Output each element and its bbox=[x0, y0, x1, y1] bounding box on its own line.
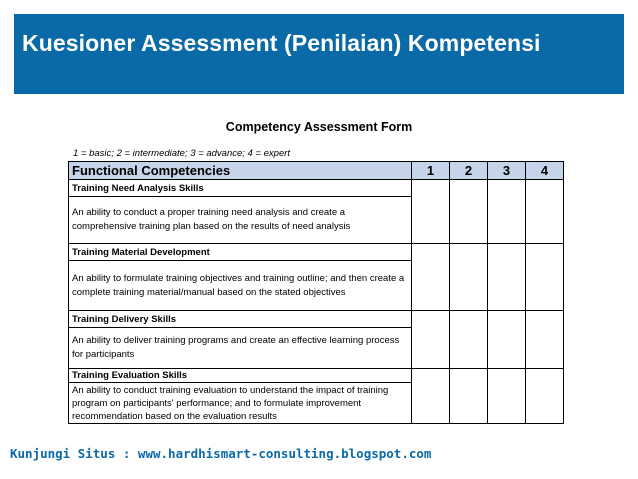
rating-scale-note: 1 = basic; 2 = intermediate; 3 = advance; 4 = expert bbox=[73, 148, 291, 159]
rating-cell-4[interactable] bbox=[526, 244, 564, 311]
rating-cell-3[interactable] bbox=[488, 369, 526, 424]
section-row bbox=[69, 311, 564, 328]
rating-cell-2[interactable] bbox=[450, 369, 488, 424]
rating-cell-4[interactable] bbox=[526, 311, 564, 369]
rating-cell-1[interactable] bbox=[412, 369, 450, 424]
column-header-2: 2 bbox=[450, 162, 488, 180]
section-title: Training Delivery Skills bbox=[69, 311, 412, 328]
form-title: Competency Assessment Form bbox=[225, 120, 413, 134]
column-header-competencies: Functional Competencies bbox=[69, 162, 412, 180]
rating-cell-3[interactable] bbox=[488, 311, 526, 369]
competency-description: An ability to formulate training objectives and training outline; and then create a complete training material/manual based on the stated objectives bbox=[69, 261, 412, 311]
rating-cell-2[interactable] bbox=[450, 244, 488, 311]
competency-description: An ability to conduct a proper training need analysis and create a comprehensive training plan based on the results of need analysis bbox=[69, 197, 412, 244]
section-title: Training Evaluation Skills bbox=[69, 369, 412, 383]
rating-cell-4[interactable] bbox=[526, 180, 564, 244]
section-row bbox=[69, 244, 564, 261]
column-header-3: 3 bbox=[488, 162, 526, 180]
rating-cell-3[interactable] bbox=[488, 180, 526, 244]
rating-cell-1[interactable] bbox=[412, 311, 450, 369]
section-row bbox=[69, 180, 564, 197]
section-title: Training Need Analysis Skills bbox=[69, 180, 412, 197]
footer-website-link[interactable]: Kunjungi Situs : www.hardhismart-consulting.blogspot.com bbox=[10, 446, 432, 461]
rating-cell-2[interactable] bbox=[450, 311, 488, 369]
rating-cell-4[interactable] bbox=[526, 369, 564, 424]
rating-cell-1[interactable] bbox=[412, 180, 450, 244]
competency-description: An ability to deliver training programs and create an effective learning process for participants bbox=[69, 328, 412, 369]
rating-cell-3[interactable] bbox=[488, 244, 526, 311]
competency-description: An ability to conduct training evaluation to understand the impact of training program on participants' performance; and to formulate improvement recommendation based on the evaluation results bbox=[69, 383, 412, 424]
section-row bbox=[69, 369, 564, 383]
competency-table bbox=[68, 161, 564, 424]
title-banner bbox=[0, 0, 638, 103]
column-header-4: 4 bbox=[526, 162, 564, 180]
column-header-1: 1 bbox=[412, 162, 450, 180]
rating-cell-2[interactable] bbox=[450, 180, 488, 244]
slide-title: Kuesioner Assessment (Penilaian) Kompetensi bbox=[22, 30, 541, 56]
table-header-row bbox=[69, 162, 564, 180]
rating-cell-1[interactable] bbox=[412, 244, 450, 311]
section-title: Training Material Development bbox=[69, 244, 412, 261]
